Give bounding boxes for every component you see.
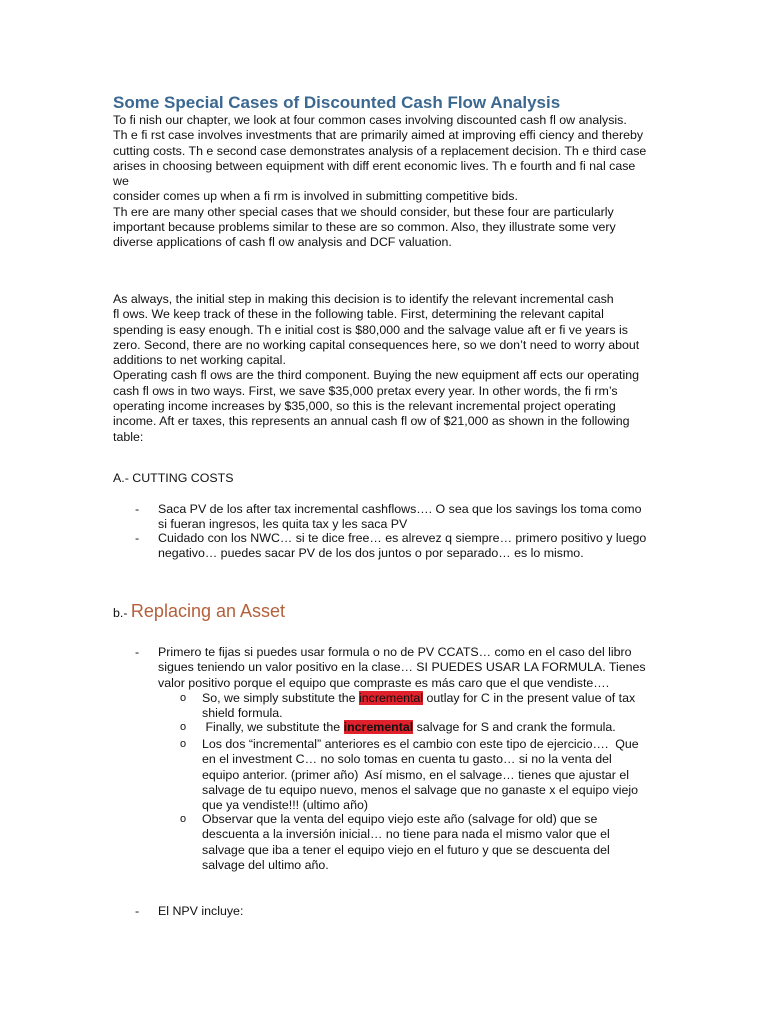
text-line: negativo… puedes sacar PV de los dos juntos o por separado… es lo mismo. xyxy=(158,546,584,561)
text-line: spending is easy enough. Th e initial cost is $80,000 and the salvage value aft er fi ve years is xyxy=(113,322,628,337)
section-b-title: Replacing an Asset xyxy=(130,601,286,621)
text-line: en el investment C… no solo tomas en cuenta tu gasto… si no la venta del xyxy=(202,752,612,767)
circle-bullet: o xyxy=(180,692,187,704)
text-line: Observar que la venta del equipo viejo este año (salvage for old) que se xyxy=(202,812,598,826)
dash-bullet: - xyxy=(135,502,140,516)
text-line: table: xyxy=(113,429,144,444)
text-line: arises in choosing between equipment with diff erent economic lives. Th e fourth and fi nal case xyxy=(113,158,636,173)
text-run: outlay for C in the present value of tax xyxy=(423,691,636,705)
text-line: cash fl ows in two ways. First, we save $35,000 pretax every year. In other words, the fi rm’s xyxy=(113,383,618,398)
text-line: shield formula. xyxy=(202,706,283,721)
text-line: descuenta a la inversión inicial… no tiene para nada el mismo valor que el xyxy=(202,827,610,842)
text-line: salvage del ultimo año. xyxy=(202,857,329,872)
text-line: equipo anterior. (primer año) Así mismo, en el salvage… tienes que ajustar el xyxy=(202,767,630,782)
text-line: salvage que iba a tener el equipo viejo en el futuro y que se descuenta del xyxy=(202,842,610,857)
text-run: So, we simply substitute the xyxy=(202,691,360,705)
text-line: As always, the initial step in making this decision is to identify the relevant incremental cash xyxy=(113,292,614,306)
decision-paragraph xyxy=(113,292,658,445)
text-line: El NPV incluye: xyxy=(158,904,244,918)
dash-bullet: - xyxy=(135,645,140,659)
text-line: Cuidado con los NWC… si te dice free… es alrevez q siempre… primero positivo y luego xyxy=(158,531,647,545)
dash-bullet: - xyxy=(135,904,140,918)
text-line: zero. Second, there are no working capital consequences here, so we don’t need to worry about xyxy=(113,337,640,352)
text-line: valor positivo porque el equipo que compraste es más caro que el que vendiste…. xyxy=(158,675,610,690)
text-run: salvage for S and crank the formula. xyxy=(413,720,616,734)
text-line: Th ere are many other special cases that we should consider, but these four are particularly xyxy=(113,204,614,219)
circle-bullet: o xyxy=(180,738,187,750)
dash-bullet: - xyxy=(135,531,140,545)
text-line: Los dos “incremental” anteriores es el cambio con este tipo de ejercicio…. Que xyxy=(202,737,639,751)
text-line: income. Aft er taxes, this represents an annual cash fl ow of $21,000 as shown in the following xyxy=(113,414,630,429)
text-run: Finally, we substitute the xyxy=(202,720,344,734)
text-line: important because problems similar to these are so common. Also, they illustrate some very xyxy=(113,220,616,235)
text-line: Primero te fijas si puedes usar formula o no de PV CCATS… como en el caso del libro xyxy=(158,645,632,659)
text-line: we xyxy=(113,174,129,189)
highlighted-word: incremental xyxy=(359,691,424,705)
text-line: Saca PV de los after tax incremental cashflows…. O sea que los savings los toma como xyxy=(158,502,642,516)
text-line: Th e fi rst case involves investments that are primarily aimed at improving effi ciency and thereby xyxy=(113,128,644,143)
text-line: salvage de tu equipo nuevo, menos el salvage que no ganaste x el equipo viejo xyxy=(202,782,639,797)
text-line: sigues teniendo un valor positivo en la clase… SI PUEDES USAR LA FORMULA. Tienes xyxy=(158,660,646,675)
text-line: diverse applications of cash fl ow analysis and DCF valuation. xyxy=(113,235,452,250)
section-b-heading xyxy=(113,601,286,621)
text-line: Operating cash fl ows are the third component. Buying the new equipment aff ects our operating xyxy=(113,368,639,383)
circle-bullet: o xyxy=(180,721,187,733)
text-line: fl ows. We keep track of these in the following table. First, determining the relevant capital xyxy=(113,307,604,322)
section-a-heading: A.- CUTTING COSTS xyxy=(113,471,234,485)
section-b-prefix: b.- xyxy=(113,606,128,620)
intro-paragraph xyxy=(113,113,658,251)
text-line xyxy=(202,691,635,706)
text-line: que ya vendiste!!! (ultimo año) xyxy=(202,798,368,813)
text-line: si fueran ingresos, les quita tax y les saca PV xyxy=(158,517,408,532)
highlighted-word: incremental xyxy=(343,720,414,734)
text-line xyxy=(202,720,616,735)
text-line: cutting costs. Th e second case demonstrates analysis of a replacement decision. Th e third case xyxy=(113,143,647,158)
text-line: To fi nish our chapter, we look at four common cases involving discounted cash fl ow analysis. xyxy=(113,113,627,127)
text-line: additions to net working capital. xyxy=(113,353,286,368)
text-line: consider comes up when a fi rm is involved in submitting competitive bids. xyxy=(113,189,518,204)
page-title: Some Special Cases of Discounted Cash Flow Analysis xyxy=(113,93,561,112)
text-line: operating income increases by $35,000, so this is the relevant incremental project operating xyxy=(113,399,616,414)
circle-bullet: o xyxy=(180,813,187,825)
